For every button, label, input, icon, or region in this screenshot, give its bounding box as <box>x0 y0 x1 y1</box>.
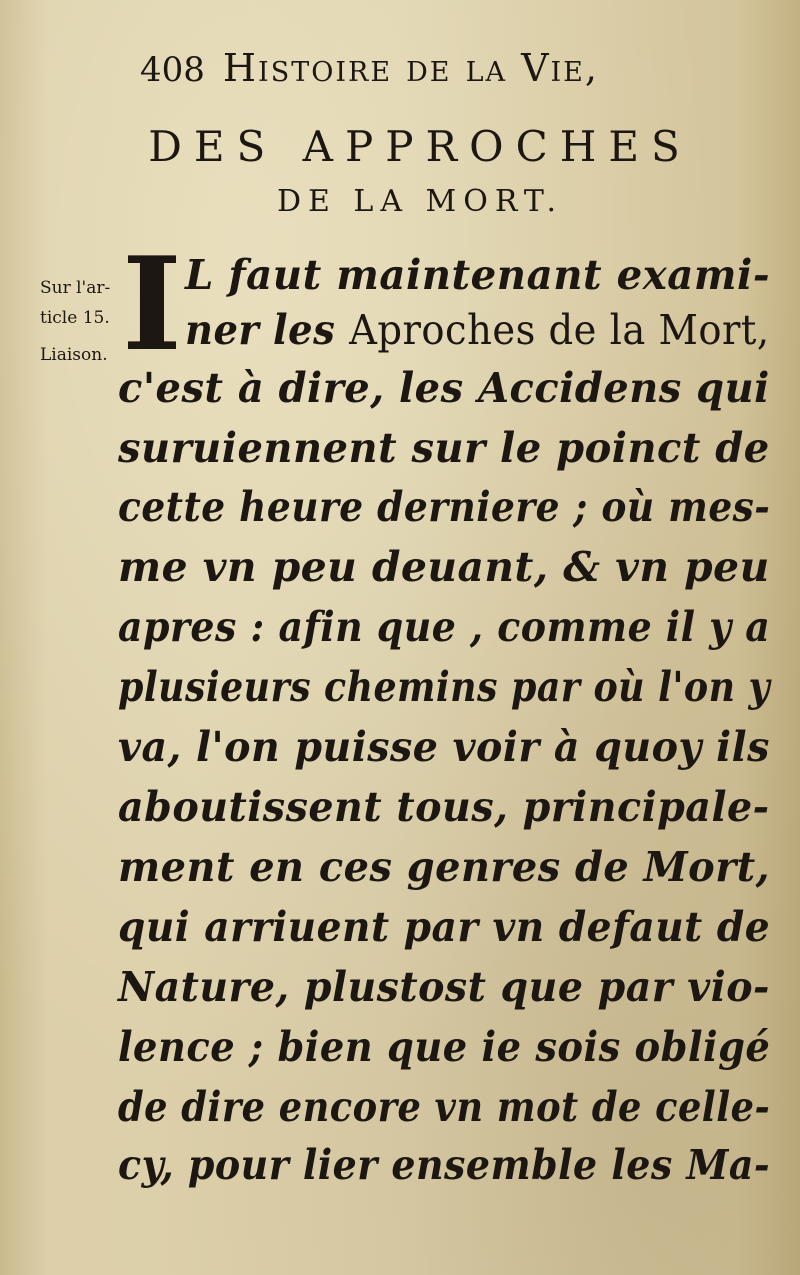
margin-note-liaison: Liaison. <box>40 345 108 365</box>
margin-note-article: Sur l'ar- <box>40 278 111 298</box>
text-line-16-italic: cy, pour lier ensemble les Ma- <box>118 1141 771 1189</box>
text-line-11-italic: ment en ces genres de Mort, <box>118 843 770 891</box>
page-number: 408 <box>140 50 205 90</box>
text-line-14 <box>118 1022 770 1072</box>
running-head <box>140 46 720 96</box>
text-line-5 <box>118 482 770 532</box>
text-line-3-italic: c'est à dire, les Accidens qui <box>118 364 770 412</box>
text-line-15-italic: de dire encore vn mot de celle- <box>118 1083 771 1131</box>
text-line-1-italic: L faut maintenant exami- <box>185 251 771 299</box>
running-title: Histoire de la Vie, <box>222 46 599 90</box>
text-line-6-italic: me vn peu deuant, & vn peu <box>118 543 770 591</box>
text-line-14-italic: lence ; bien que ie sois obligé <box>118 1023 771 1071</box>
text-line-15 <box>118 1082 770 1132</box>
text-line-7-italic: apres : afin que , comme il y a <box>118 603 771 651</box>
chapter-subtitle: DE LA MORT. <box>276 184 564 219</box>
chapter-title: DES APPROCHES <box>148 122 692 171</box>
text-line-10-italic: aboutissent tous, principale- <box>118 783 770 831</box>
text-line-8-italic: plusieurs chemins par où l'on y <box>118 663 771 711</box>
text-line-13 <box>118 962 770 1012</box>
text-line-9-italic: va, l'on puisse voir à quoy ils <box>118 723 770 771</box>
text-line-16 <box>118 1140 770 1190</box>
text-line-2-roman: Aproches de la Mort, <box>349 306 770 354</box>
text-line-2-italic: ner les <box>185 306 350 354</box>
text-line-5-italic: cette heure derniere ; où mes- <box>118 483 771 531</box>
text-line-9 <box>118 722 770 772</box>
text-line-4 <box>118 423 770 473</box>
text-line-12-italic: qui arriuent par vn defaut de <box>118 903 771 951</box>
text-line-2 <box>185 305 770 355</box>
text-line-4-italic: suruiennent sur le poinct de <box>118 424 770 472</box>
text-line-11 <box>118 842 770 892</box>
text-line-3 <box>118 363 770 413</box>
text-line-10 <box>118 782 770 832</box>
text-line-7 <box>118 602 770 652</box>
text-line-1 <box>185 250 770 300</box>
text-line-12 <box>118 902 770 952</box>
text-line-6 <box>118 542 770 592</box>
text-line-13-italic: Nature, plustost que par vio- <box>118 963 770 1011</box>
margin-note-article-number: ticle 15. <box>40 308 110 328</box>
drop-initial: I <box>122 230 182 380</box>
text-line-8 <box>118 662 770 712</box>
